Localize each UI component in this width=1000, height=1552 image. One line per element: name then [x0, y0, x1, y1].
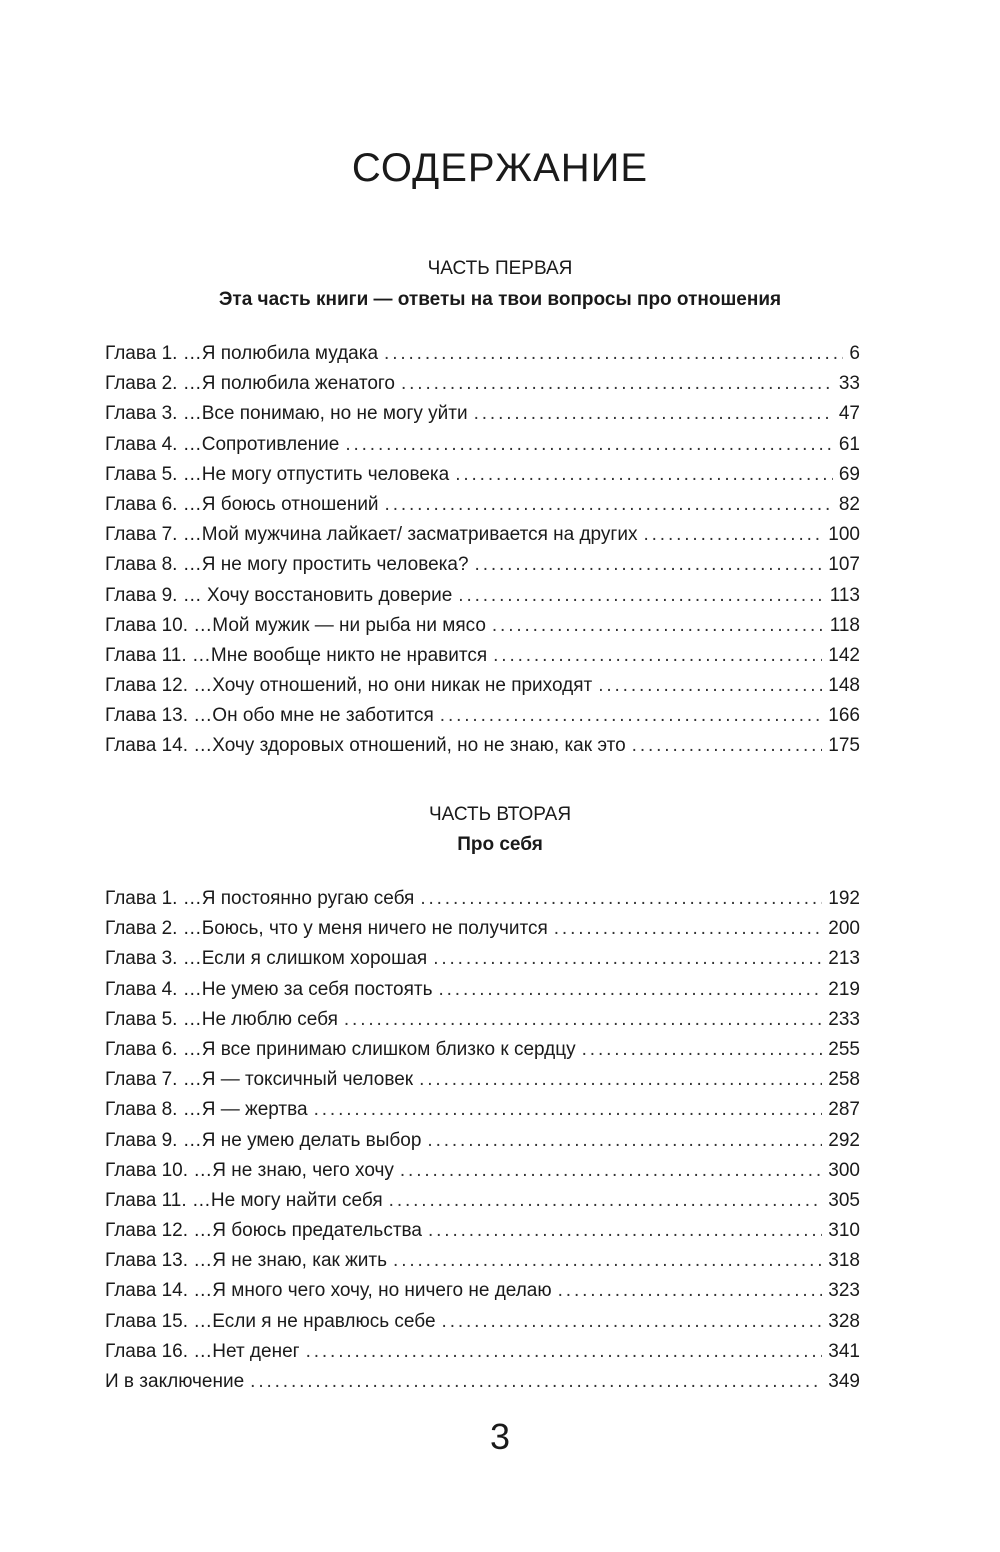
- dot-leader: [598, 671, 822, 701]
- toc-entry-title: Глава 3. …Все понимаю, но не могу уйти: [105, 403, 468, 425]
- toc-entry-page: 310: [828, 1220, 860, 1242]
- toc-entry: [105, 520, 860, 550]
- toc-entry: [105, 1156, 860, 1186]
- toc-entry-title: Глава 8. …Я не могу простить человека?: [105, 554, 469, 576]
- toc-entry-page: 200: [828, 918, 860, 940]
- toc-entry-page: 318: [828, 1250, 860, 1272]
- toc-entry: [105, 1337, 860, 1367]
- toc-entry-page: 305: [828, 1189, 860, 1211]
- toc-entry: [105, 490, 860, 520]
- toc-entry-title: Глава 10. …Мой мужик — ни рыба ни мясо: [105, 614, 486, 636]
- toc-entry-page: 233: [828, 1008, 860, 1030]
- toc-entry-title: И в заключение: [105, 1371, 245, 1392]
- toc-entry-page: 219: [828, 978, 860, 1000]
- dot-leader: [433, 944, 822, 974]
- toc-entry: [105, 1095, 860, 1125]
- toc-entry: [105, 1307, 860, 1337]
- dot-leader: [344, 1005, 822, 1035]
- toc-entry-title: Глава 9. … Хочу восстановить доверие: [105, 584, 453, 606]
- toc-entry-title: Глава 9. …Я не умею делать выбор: [105, 1129, 422, 1151]
- toc-entry-title: Глава 6. …Я боюсь отношений: [105, 493, 379, 515]
- toc-entry-page: 341: [828, 1340, 860, 1362]
- toc-entry: [105, 1186, 860, 1216]
- toc-entry-page: 6: [849, 343, 860, 364]
- toc-entry-title: Глава 2. …Боюсь, что у меня ничего не получится: [105, 918, 548, 940]
- toc-entry-page: 118: [829, 614, 860, 636]
- dot-leader: [419, 1065, 822, 1095]
- dot-leader: [582, 1035, 823, 1065]
- toc-entry-page: 100: [828, 524, 860, 546]
- toc-entry: [105, 611, 860, 641]
- toc-entry: [105, 430, 860, 460]
- toc-entry-page: 349: [828, 1371, 860, 1392]
- toc-entry-title: Глава 11. …Не могу найти себя: [105, 1189, 383, 1211]
- part-1-heading: ЧАСТЬ ПЕРВАЯ: [427, 258, 573, 279]
- dot-leader: [401, 369, 833, 399]
- toc-entry-title: Глава 10. …Я не знаю, чего хочу: [105, 1159, 394, 1181]
- toc-entry-title: Глава 7. …Я — токсичный человек: [105, 1069, 414, 1091]
- dot-leader: [475, 550, 823, 580]
- toc-entry-title: Глава 8. …Я — жертва: [105, 1099, 308, 1121]
- toc-entry: [105, 1005, 860, 1035]
- dot-leader: [458, 581, 823, 611]
- toc-entry-title: Глава 14. …Хочу здоровых отношений, но не знаю, как это: [105, 735, 626, 757]
- dot-leader: [420, 884, 822, 914]
- dot-leader: [389, 1186, 823, 1216]
- toc-entry-page: 255: [828, 1038, 860, 1060]
- dot-leader: [400, 1156, 822, 1186]
- toc-entry: [105, 1065, 860, 1095]
- part-1-subtitle: Эта часть книги — ответы на твои вопросы про отношения: [218, 289, 782, 310]
- toc-entry-title: Глава 2. …Я полюбила женатого: [105, 373, 395, 395]
- dot-leader: [393, 1246, 822, 1276]
- toc-entry-title: Глава 4. …Сопротивление: [105, 433, 340, 455]
- dot-leader: [632, 731, 823, 761]
- toc-entry-page: 287: [828, 1099, 860, 1121]
- toc-entry: [105, 641, 860, 671]
- toc-entry-page: 33: [838, 373, 860, 395]
- toc-entry-page: 213: [828, 948, 860, 970]
- dot-leader: [250, 1367, 822, 1397]
- toc-entry: [105, 399, 860, 429]
- dot-leader: [314, 1095, 823, 1125]
- toc-entry-title: Глава 12. …Хочу отношений, но они никак не приходят: [105, 675, 593, 697]
- toc-entry-title: Глава 16. …Нет денег: [105, 1340, 300, 1362]
- toc-entry-page: 61: [838, 433, 860, 455]
- toc-entry: [105, 1126, 860, 1156]
- toc-entry: [105, 581, 860, 611]
- toc-entry-title: Глава 12. …Я боюсь предательства: [105, 1220, 422, 1242]
- toc-entry-page: 142: [828, 644, 860, 666]
- toc-entry: [105, 1276, 860, 1306]
- toc-entry-page: 47: [838, 403, 860, 425]
- dot-leader: [493, 641, 822, 671]
- toc-entry: [105, 1367, 860, 1397]
- toc-entry: [105, 339, 860, 369]
- toc-entry-title: Глава 13. …Я не знаю, как жить: [105, 1250, 388, 1272]
- toc-entry: [105, 1035, 860, 1065]
- toc-entry-page: 113: [829, 584, 860, 606]
- toc-entry-page: 148: [828, 675, 860, 697]
- toc-entry-title: Глава 4. …Не умею за себя постоять: [105, 978, 433, 1000]
- page-title: СОДЕРЖАНИЕ: [351, 146, 649, 190]
- toc-entry-title: Глава 6. …Я все принимаю слишком близко к сердцу: [105, 1038, 576, 1060]
- part-2-subtitle: Про себя: [457, 834, 543, 855]
- part-2-toc: [105, 884, 860, 1397]
- toc-entry: [105, 731, 860, 761]
- dot-leader: [558, 1276, 823, 1306]
- toc-entry: [105, 460, 860, 490]
- dot-leader: [438, 975, 822, 1005]
- toc-entry-page: 323: [828, 1280, 860, 1302]
- toc-entry-title: Глава 11. …Мне вообще никто не нравится: [105, 644, 488, 666]
- toc-entry-page: 328: [828, 1310, 860, 1332]
- toc-entry: [105, 975, 860, 1005]
- toc-entry-page: 69: [838, 463, 860, 485]
- toc-entry-page: 258: [828, 1069, 860, 1091]
- toc-entry-page: 82: [838, 493, 860, 515]
- toc-entry: [105, 1246, 860, 1276]
- toc-entry-page: 166: [828, 705, 860, 727]
- dot-leader: [442, 1307, 823, 1337]
- dot-leader: [384, 339, 843, 369]
- toc-entry-page: 107: [828, 554, 860, 576]
- toc-entry-title: Глава 15. …Если я не нравлюсь себе: [105, 1310, 436, 1332]
- dot-leader: [492, 611, 824, 641]
- toc-entry: [105, 701, 860, 731]
- toc-entry-page: 300: [828, 1159, 860, 1181]
- page-number: 3: [489, 1416, 511, 1457]
- toc-entry: [105, 944, 860, 974]
- toc-entry-title: Глава 3. …Если я слишком хорошая: [105, 948, 428, 970]
- toc-entry: [105, 1216, 860, 1246]
- dot-leader: [306, 1337, 823, 1367]
- toc-entry: [105, 550, 860, 580]
- dot-leader: [427, 1126, 822, 1156]
- dot-leader: [345, 430, 833, 460]
- dot-leader: [428, 1216, 822, 1246]
- toc-entry-page: 192: [828, 888, 860, 909]
- toc-entry-title: Глава 13. …Он обо мне не заботится: [105, 705, 434, 727]
- toc-entry-title: Глава 5. …Не люблю себя: [105, 1008, 338, 1030]
- dot-leader: [440, 701, 823, 731]
- dot-leader: [554, 914, 823, 944]
- toc-entry-title: Глава 7. …Мой мужчина лайкает/ засматривается на других: [105, 524, 638, 546]
- toc-entry-page: 292: [828, 1129, 860, 1151]
- toc-entry: [105, 914, 860, 944]
- toc-entry-title: Глава 5. …Не могу отпустить человека: [105, 463, 450, 485]
- dot-leader: [474, 399, 833, 429]
- toc-entry: [105, 671, 860, 701]
- part-1-toc: [105, 339, 860, 762]
- toc-entry-title: Глава 14. …Я много чего хочу, но ничего не делаю: [105, 1280, 552, 1302]
- dot-leader: [455, 460, 833, 490]
- dot-leader: [643, 520, 822, 550]
- dot-leader: [385, 490, 833, 520]
- part-2-heading: ЧАСТЬ ВТОРАЯ: [428, 804, 572, 825]
- toc-entry: [105, 369, 860, 399]
- toc-entry-title: Глава 1. …Я полюбила мудака: [105, 343, 379, 364]
- toc-entry: [105, 884, 860, 914]
- toc-entry-page: 175: [828, 735, 860, 757]
- toc-entry-title: Глава 1. …Я постоянно ругаю себя: [105, 888, 415, 909]
